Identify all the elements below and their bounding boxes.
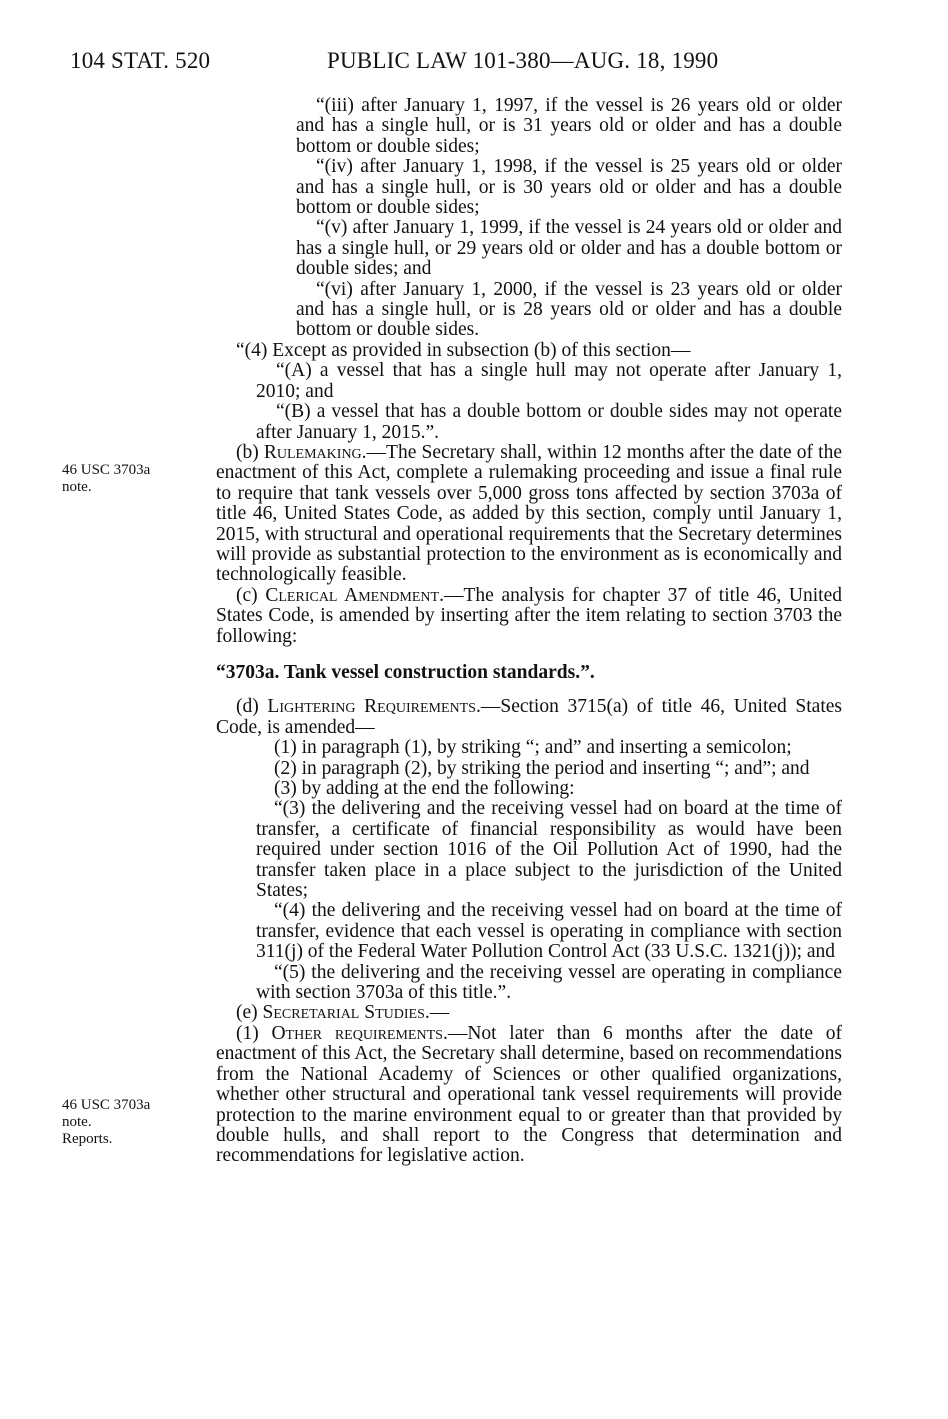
quoted-paragraph-4: “(4) the delivering and the receiving vessel had on board at the time of transfer, evidence that each vessel is operating in compliance with section 311(j) of the Federal Water Pollution Control Act (33 U.S.C. 1321(j)); and — [256, 900, 842, 963]
margin-note-line: 46 USC 3703a — [62, 462, 151, 478]
paragraph-4: “(4) Except as provided in subsection (b) of this section— — [236, 339, 691, 361]
margin-note-usc-2 — [62, 1097, 150, 1148]
clause-v: “(v) after January 1, 1999, if the vessel is 24 years old or older and has a single hull, or 29 years old or older and has a double bottom or double sides; and — [296, 217, 842, 280]
subsection-e-text: .— — [424, 1002, 450, 1024]
quoted-paragraph-3: “(3) the delivering and the receiving vessel had on board at the time of transfer, a certificate of financial responsibility as would have been required under section 1016 of the Oil Pollution Act of 1990, had the transfer taken place in a place subject to the jurisdiction of the United States; — [256, 798, 842, 902]
stat-page-number: 104 STAT. 520 — [70, 48, 211, 73]
clause-iv: “(iv) after January 1, 1998, if the vessel is 25 years old or older and has a single hull, or is 30 years old or older and has a double bottom or double sides; — [296, 156, 842, 219]
subsection-b-caption: Rulemaking — [263, 441, 362, 463]
statute-body — [216, 96, 842, 1167]
margin-note-line: note. — [62, 479, 92, 495]
subsection-e — [216, 1003, 842, 1023]
running-header-title: PUBLIC LAW 101-380—AUG. 18, 1990 — [327, 48, 719, 73]
subsection-e-caption: Secretarial Studies — [262, 1002, 425, 1024]
subsection-c-caption: Clerical Amendment — [265, 584, 440, 606]
quoted-paragraph-5: “(5) the delivering and the receiving vessel are operating in compliance with section 3703a of this title.”. — [256, 961, 842, 1004]
subsection-e-1 — [216, 1024, 842, 1167]
subparagraph-4b: “(B) a vessel that has a double bottom or double sides may not operate after January 1, 2015.”. — [256, 401, 842, 443]
margin-note-usc-1 — [62, 462, 150, 496]
subsection-b-text: .—The Secretary shall, within 12 months after the date of the enactment of this Act, complete a rulemaking proceeding and issue a final rule to require that tank vessels over 5,000 gross tons affected by section 3703a of title 46, United States Code, as added by this section, comply until January 1, 2015, with structural and operational requirements that the Secretary determines will provide as substantial protection to the environment as is economically and technologically feasible. — [216, 441, 842, 586]
subsection-d-2: (2) in paragraph (2), by striking the period and inserting “; and”; and — [274, 757, 810, 779]
subsection-e-1-caption: Other requirements — [271, 1022, 443, 1044]
subsection-d — [216, 697, 842, 738]
subsection-e-prefix: (e) — [236, 1002, 263, 1024]
subsection-d-text: .—Section 3715(a) of title 46, United States Code, is amended— — [216, 696, 842, 738]
clause-iii: “(iii) after January 1, 1997, if the vessel is 26 years old or older and has a single hull, or is 31 years old or older and has a double bottom or double sides; — [296, 95, 842, 157]
subparagraph-4a: “(A) a vessel that has a single hull may not operate after January 1, 2010; and — [256, 360, 842, 402]
subsection-e-1-prefix: (1) — [236, 1022, 272, 1044]
margin-note-line: 46 USC 3703a — [62, 1097, 151, 1113]
subsection-c-prefix: (c) — [236, 584, 266, 606]
subsection-d-prefix: (d) — [236, 696, 268, 718]
subsection-c — [216, 586, 842, 647]
subsection-d-1: (1) in paragraph (1), by striking “; and” and inserting a semicolon; — [274, 737, 792, 759]
margin-note-line: Reports. — [62, 1131, 113, 1147]
section-3703a-heading: “3703a. Tank vessel construction standards.”. — [216, 661, 595, 683]
subsection-e-1-text: .—Not later than 6 months after the date of enactment of this Act, the Secretary shall determine, based on recommendations from the National Academy of Sciences or other qualified organizations, whether other structural and operational tank vessel requirements will provide protection to the marine environment equal to or greater than that provided by double hulls, and shall report to the Congress that determination and recommendations for legislative action. — [216, 1022, 842, 1167]
subsection-c-text: .—The analysis for chapter 37 of title 46, United States Code, is amended by inserting after the item relating to section 3703 the following: — [216, 584, 842, 647]
subsection-b — [216, 443, 842, 586]
subsection-d-3: (3) by adding at the end the following: — [274, 778, 575, 799]
margin-note-line: note. — [62, 1114, 92, 1130]
subsection-d-caption: Lightering Requirements — [267, 696, 476, 718]
subsection-b-prefix: (b) — [236, 441, 264, 463]
clause-vi: “(vi) after January 1, 2000, if the vessel is 23 years old or older and has a single hull, or is 28 years old or older and has a double bottom or double sides. — [296, 278, 842, 341]
